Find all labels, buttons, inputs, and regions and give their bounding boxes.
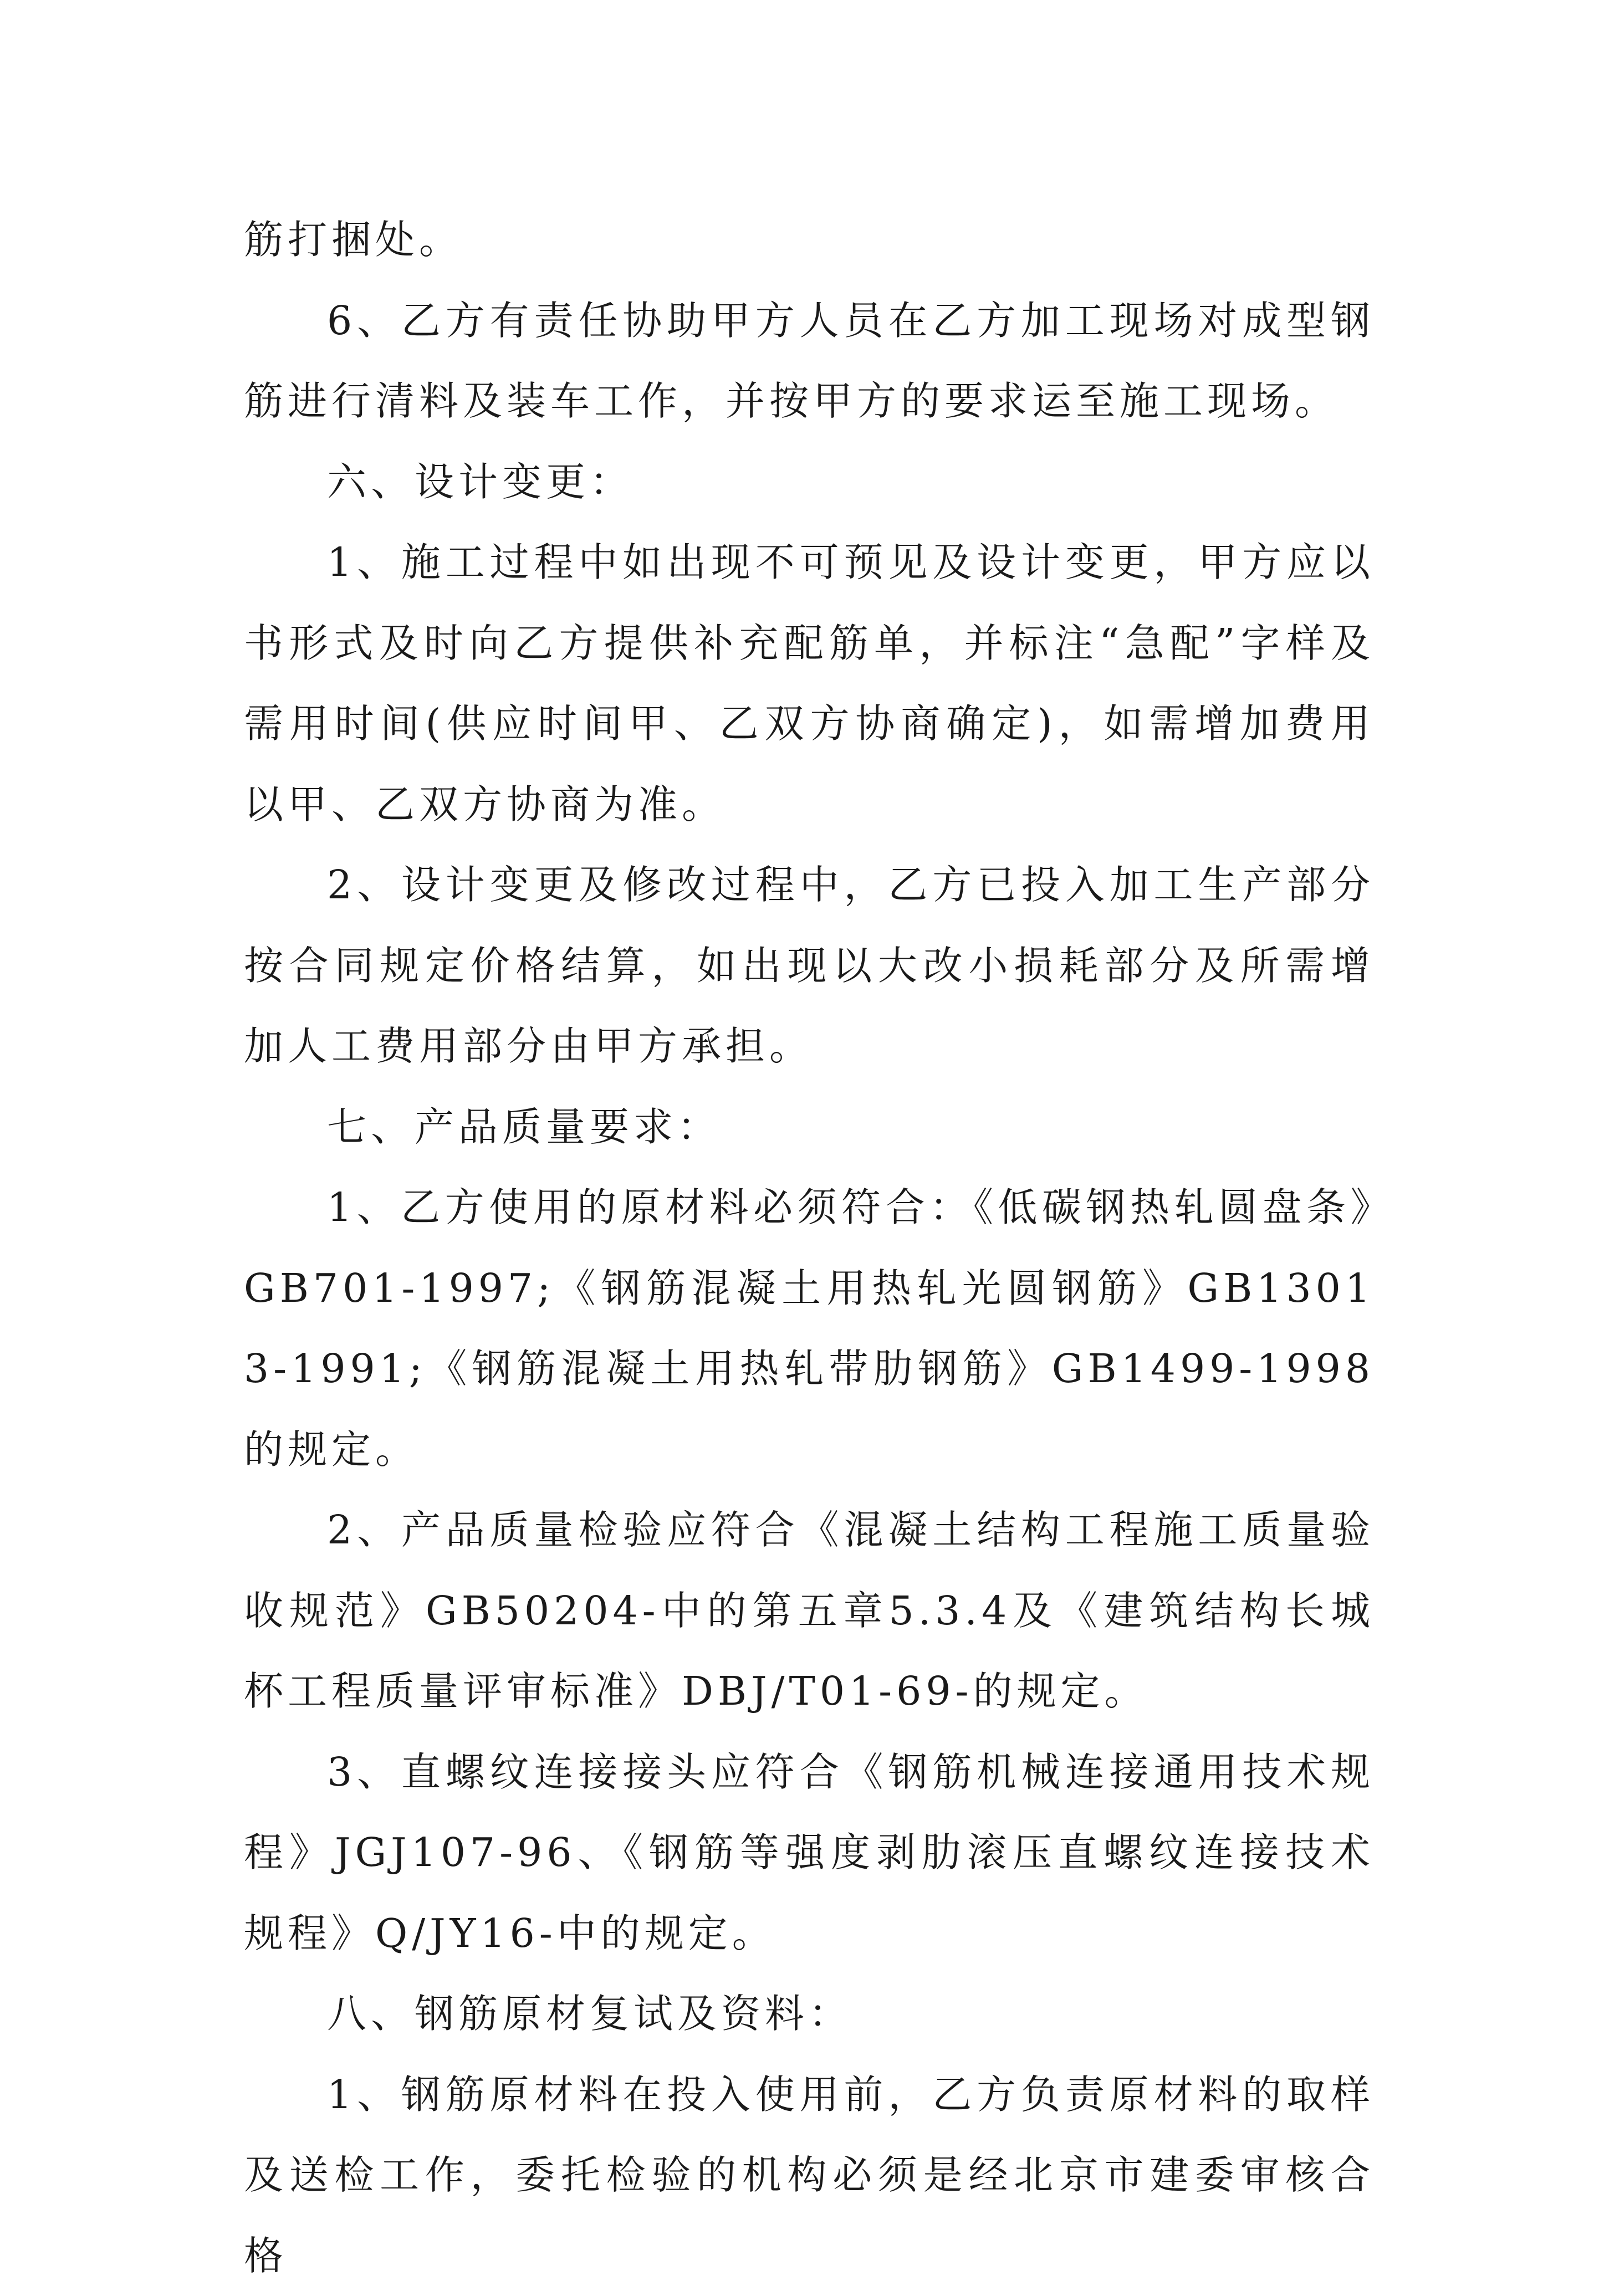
paragraph-quality-1: 1、乙方使用的原材料必须符合：《低碳钢热轧圆盘条》GB701-1997;《钢筋混凝土用热轧光圆钢筋》GB13013-1991;《钢筋混凝土用热轧带肋钢筋》GB1499-1998的规定。 bbox=[244, 1167, 1375, 1490]
paragraph-design-change-1: 1、施工过程中如出现不可预见及设计变更，甲方应以书形式及时向乙方提供补充配筋单，并标注“急配”字样及需用时间(供应时间甲、乙双方协商确定)，如需增加费用以甲、乙双方协商为准。 bbox=[244, 522, 1375, 845]
paragraph-quality-3: 3、直螺纹连接接头应符合《钢筋机械连接通用技术规程》JGJ107-96、《钢筋等强度剥肋滚压直螺纹连接技术规程》Q/JY16-中的规定。 bbox=[244, 1732, 1375, 1974]
paragraph-design-change-2: 2、设计变更及修改过程中，乙方已投入加工生产部分按合同规定价格结算，如出现以大改小损耗部分及所需增加人工费用部分由甲方承担。 bbox=[244, 845, 1375, 1087]
section-heading-rebar-retest: 八、钢筋原材复试及资料： bbox=[244, 1973, 1375, 2054]
paragraph-quality-2: 2、产品质量检验应符合《混凝土结构工程施工质量验收规范》GB50204-中的第五章5.3.4及《建筑结构长城杯工程质量评审标准》DBJ/T01-69-的规定。 bbox=[244, 1490, 1375, 1732]
section-heading-design-change: 六、设计变更： bbox=[244, 442, 1375, 523]
document-body bbox=[244, 200, 1375, 2296]
section-heading-quality-requirements: 七、产品质量要求： bbox=[244, 1087, 1375, 1168]
paragraph-item-6: 6、乙方有责任协助甲方人员在乙方加工现场对成型钢筋进行清料及装车工作，并按甲方的要求运至施工现场。 bbox=[244, 280, 1375, 442]
paragraph-rebar-retest-1: 1、钢筋原材料在投入使用前，乙方负责原材料的取样及送检工作，委托检验的机构必须是经北京市建委审核合格 bbox=[244, 2054, 1375, 2296]
paragraph-continuation: 筋打捆处。 bbox=[244, 200, 1375, 280]
